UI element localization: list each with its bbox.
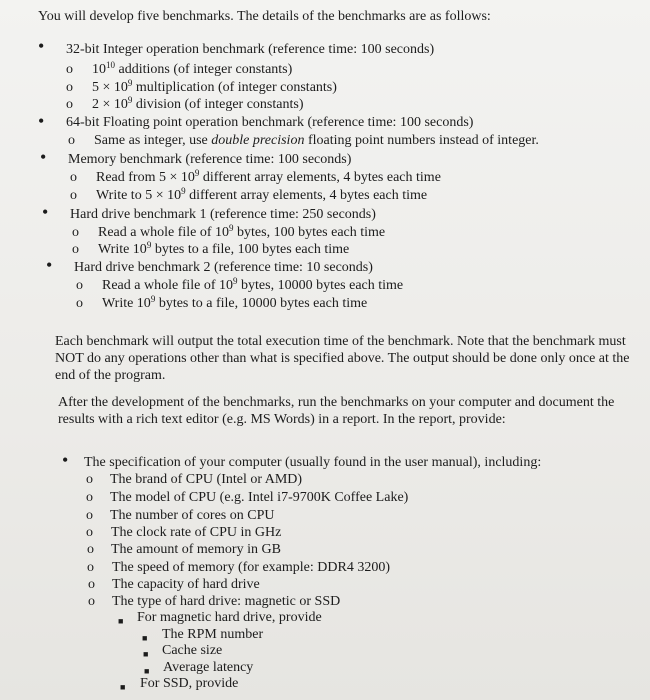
bullet-square: ■ xyxy=(144,666,150,676)
bullet-dot: • xyxy=(62,450,69,470)
benchmark-1-item-1: $10^{10}$ additions (of integer constants) xyxy=(92,60,293,77)
spec-item: The amount of memory in GB xyxy=(111,542,281,557)
intro-text: You will develop five benchmarks. The details of the benchmarks are as follows: xyxy=(38,9,491,24)
bullet-circle: o xyxy=(88,594,95,609)
benchmark-3-item-1: Read from $5 \times 10^9$ different array elements, 4 bytes each time xyxy=(96,168,441,185)
spec-item: The model of CPU (e.g. Intel i7-9700K Coffee Lake) xyxy=(110,490,409,505)
benchmark-3-item-2: Write to $5 \times 10^9$ different array elements, 4 bytes each time xyxy=(96,186,428,203)
spec-item: The brand of CPU (Intel or AMD) xyxy=(110,472,303,487)
benchmark-2-title: 64-bit Floating point operation benchmark (reference time: 100 seconds) xyxy=(66,115,474,130)
benchmark-1-title: 32-bit Integer operation benchmark (reference time: 100 seconds) xyxy=(66,42,435,57)
benchmark-5-item-2: Write $10^9$ bytes to a file, 10000 bytes each time xyxy=(102,294,368,311)
bullet-square: ■ xyxy=(143,649,149,659)
magnetic-item: Average latency xyxy=(163,660,254,675)
bullet-circle: o xyxy=(87,542,94,557)
bullet-circle: o xyxy=(86,472,93,487)
bullet-circle: o xyxy=(72,225,79,240)
report-paragraph: After the development of the benchmarks, run the benchmarks on your computer and document the results with a rich text editor (e.g. MS Words) in a report. In the report, provide: xyxy=(58,395,615,427)
bullet-circle: o xyxy=(72,242,79,257)
benchmark-4-title: Hard drive benchmark 1 (reference time: 250 seconds) xyxy=(70,207,376,222)
spec-item: The number of cores on CPU xyxy=(110,508,275,523)
bullet-square: ■ xyxy=(142,633,148,643)
bullet-circle: o xyxy=(87,560,94,575)
spec-item: The speed of memory (for example: DDR4 3200) xyxy=(112,560,390,575)
bullet-square: ■ xyxy=(118,616,124,626)
bullet-circle: o xyxy=(88,577,95,592)
bullet-dot: • xyxy=(46,255,53,275)
bullet-dot: • xyxy=(42,202,49,222)
bullet-circle: o xyxy=(70,188,77,203)
bullet-circle: o xyxy=(86,508,93,523)
bullet-circle: o xyxy=(86,490,93,505)
bullet-circle: o xyxy=(76,296,83,311)
spec-item: The clock rate of CPU in GHz xyxy=(111,525,282,540)
ssd-label: For SSD, provide xyxy=(140,676,239,691)
magnetic-label: For magnetic hard drive, provide xyxy=(137,610,322,625)
bullet-circle: o xyxy=(68,133,75,148)
spec-item: The type of hard drive: magnetic or SSD xyxy=(112,594,341,609)
bullet-circle: o xyxy=(76,278,83,293)
benchmark-2-item-1: Same as integer, use double precision floating point numbers instead of integer. xyxy=(94,133,539,148)
benchmark-4-item-1: Read a whole file of $10^9$ bytes, 100 bytes each time xyxy=(98,223,386,240)
benchmark-5-item-1: Read a whole file of $10^9$ bytes, 10000 bytes each time xyxy=(102,276,404,293)
spec-item: The capacity of hard drive xyxy=(112,577,260,592)
benchmark-3-title: Memory benchmark (reference time: 100 seconds) xyxy=(68,152,352,167)
benchmark-1-item-3: $2 \times 10^9$ division (of integer constants) xyxy=(92,95,304,112)
bullet-circle: o xyxy=(66,62,73,77)
bullet-circle: o xyxy=(66,97,73,112)
bullet-circle: o xyxy=(66,80,73,95)
bullet-dot: • xyxy=(38,111,45,131)
bullet-circle: o xyxy=(86,525,93,540)
benchmark-4-item-2: Write $10^9$ bytes to a file, 100 bytes each time xyxy=(98,240,350,257)
bullet-dot: • xyxy=(40,147,47,167)
spec-title: The specification of your computer (usually found in the user manual), including: xyxy=(84,455,542,470)
bullet-dot: • xyxy=(38,36,45,56)
benchmark-5-title: Hard drive benchmark 2 (reference time: 10 seconds) xyxy=(74,260,373,275)
magnetic-item: Cache size xyxy=(162,643,223,658)
magnetic-item: The RPM number xyxy=(162,627,264,642)
bullet-square: ■ xyxy=(120,682,126,692)
benchmark-1-item-2: $5 \times 10^9$ multiplication (of integer constants) xyxy=(92,78,337,95)
bullet-circle: o xyxy=(70,170,77,185)
output-paragraph: Each benchmark will output the total execution time of the benchmark. Note that the benchmark must NOT do any operations other than what is specified above. The output should be done only once at the end of the program. xyxy=(55,334,630,383)
